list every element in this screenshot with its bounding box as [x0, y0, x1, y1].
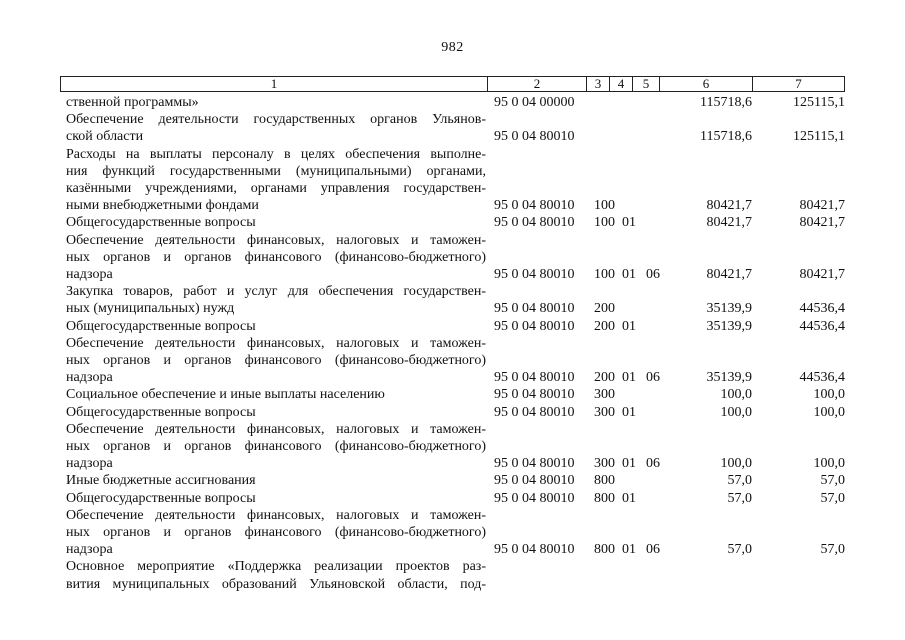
row-amount-col7: 100,0	[813, 404, 845, 420]
row-section: 01	[622, 215, 636, 231]
row-amount-col7: 80421,7	[799, 215, 845, 231]
row-amount-col6: 57,0	[727, 473, 752, 489]
row-target-code: 95 0 04 80010	[494, 129, 575, 145]
row-description-line: Закупка товаров, работ и услуг для обеспечения государствен-	[66, 284, 486, 300]
row-amount-col6: 80421,7	[706, 198, 752, 214]
row-amount-col7: 57,0	[820, 490, 845, 506]
header-col-2: 2	[487, 76, 587, 92]
row-amount-col7: 57,0	[820, 473, 845, 489]
row-amount-col6: 100,0	[720, 404, 752, 420]
row-target-code: 95 0 04 80010	[494, 215, 575, 231]
row-expense-type: 300	[594, 387, 615, 403]
row-description-line: ных органов и органов финансового (финансово-бюджетного)	[66, 249, 486, 265]
row-description-line: Общегосударственные вопросы	[66, 215, 256, 231]
row-target-code: 95 0 04 80010	[494, 490, 575, 506]
row-description-line: Обеспечение деятельности финансовых, налоговых и таможен-	[66, 232, 486, 248]
row-expense-type: 200	[594, 370, 615, 386]
row-amount-col7: 125115,1	[793, 129, 845, 145]
row-amount-col7: 80421,7	[799, 267, 845, 282]
row-description-line: вития муниципальных образований Ульяновской области, под-	[66, 576, 486, 592]
row-section: 01	[622, 490, 636, 506]
header-col-7: 7	[752, 76, 845, 92]
row-amount-col7: 44536,4	[799, 370, 845, 386]
row-subsection: 06	[646, 370, 660, 386]
row-amount-col7: 100,0	[813, 456, 845, 472]
row-amount-col7: 80421,7	[799, 198, 845, 214]
row-expense-type: 100	[594, 267, 615, 282]
row-description-line: Общегосударственные вопросы	[66, 404, 256, 420]
row-amount-col6: 80421,7	[706, 267, 752, 282]
page-number: 982	[441, 40, 464, 55]
row-target-code: 95 0 04 80010	[494, 318, 575, 334]
row-target-code: 95 0 04 80010	[494, 456, 575, 472]
row-description-line: Общегосударственные вопросы	[66, 318, 256, 334]
row-description-line: Обеспечение деятельности государственных органов Ульянов-	[66, 112, 486, 128]
row-description-line: ской области	[66, 129, 144, 145]
row-description-line: казёнными учреждениями, органами управления государствен-	[66, 181, 486, 196]
row-expense-type: 100	[594, 215, 615, 231]
row-description-line: Общегосударственные вопросы	[66, 490, 256, 506]
row-expense-type: 800	[594, 473, 615, 489]
row-expense-type: 800	[594, 542, 615, 558]
row-amount-col6: 115718,6	[700, 129, 752, 145]
header-col-1: 1	[60, 76, 488, 92]
row-expense-type: 100	[594, 198, 615, 214]
row-section: 01	[622, 456, 636, 472]
row-section: 01	[622, 318, 636, 334]
row-target-code: 95 0 04 80010	[494, 542, 575, 558]
row-target-code: 95 0 04 80010	[494, 404, 575, 420]
row-amount-col6: 57,0	[727, 542, 752, 558]
row-target-code: 95 0 04 80010	[494, 267, 575, 282]
row-subsection: 06	[646, 542, 660, 558]
row-description-line: Обеспечение деятельности финансовых, налоговых и таможен-	[66, 421, 486, 437]
header-col-6: 6	[659, 76, 753, 92]
row-amount-col6: 100,0	[720, 456, 752, 472]
row-subsection: 06	[646, 267, 660, 282]
row-section: 01	[622, 370, 636, 386]
row-amount-col6: 57,0	[727, 490, 752, 506]
row-section: 01	[622, 542, 636, 558]
row-description-line: ных органов и органов финансового (финансово-бюджетного)	[66, 353, 486, 368]
row-amount-col6: 35139,9	[706, 318, 752, 334]
row-amount-col7: 100,0	[813, 387, 845, 403]
row-expense-type: 200	[594, 301, 615, 317]
row-target-code: 95 0 04 80010	[494, 198, 575, 214]
row-description-line: ных (муниципальных) нужд	[66, 301, 235, 317]
row-description-line: Обеспечение деятельности финансовых, налоговых и таможен-	[66, 335, 486, 351]
row-description-line: надзора	[66, 542, 113, 558]
row-description-line: надзора	[66, 370, 113, 386]
row-description-line: ния функций государственными (муниципальными) органами,	[66, 163, 486, 179]
row-target-code: 95 0 04 00000	[494, 95, 575, 110]
row-amount-col7: 57,0	[820, 542, 845, 558]
row-amount-col6: 35139,9	[706, 301, 752, 317]
row-section: 01	[622, 267, 636, 282]
row-description-line: ными внебюджетными фондами	[66, 198, 259, 214]
row-subsection: 06	[646, 456, 660, 472]
row-expense-type: 200	[594, 318, 615, 334]
row-description-line: ственной программы»	[66, 95, 199, 110]
row-expense-type: 800	[594, 490, 615, 506]
row-description-line: Расходы на выплаты персоналу в целях обеспечения выполне-	[66, 146, 486, 162]
row-target-code: 95 0 04 80010	[494, 370, 575, 386]
row-description-line: Основное мероприятие «Поддержка реализации проектов раз-	[66, 559, 486, 575]
row-amount-col6: 35139,9	[706, 370, 752, 386]
row-amount-col6: 80421,7	[706, 215, 752, 231]
row-description-line: ных органов и органов финансового (финансово-бюджетного)	[66, 439, 486, 454]
header-col-5: 5	[632, 76, 660, 92]
row-target-code: 95 0 04 80010	[494, 301, 575, 317]
header-col-4: 4	[609, 76, 633, 92]
row-amount-col7: 125115,1	[793, 95, 845, 110]
row-description-line: надзора	[66, 456, 113, 472]
row-amount-col6: 100,0	[720, 387, 752, 403]
row-target-code: 95 0 04 80010	[494, 387, 575, 403]
header-col-3: 3	[586, 76, 610, 92]
row-description-line: ных органов и органов финансового (финансово-бюджетного)	[66, 525, 486, 540]
row-amount-col7: 44536,4	[799, 301, 845, 317]
row-description-line: надзора	[66, 267, 113, 282]
row-section: 01	[622, 404, 636, 420]
row-amount-col7: 44536,4	[799, 318, 845, 334]
row-expense-type: 300	[594, 456, 615, 472]
row-description-line: Обеспечение деятельности финансовых, налоговых и таможен-	[66, 507, 486, 523]
row-expense-type: 300	[594, 404, 615, 420]
row-description-line: Иные бюджетные ассигнования	[66, 473, 256, 489]
row-description-line: Социальное обеспечение и иные выплаты населению	[66, 387, 385, 403]
row-target-code: 95 0 04 80010	[494, 473, 575, 489]
row-amount-col6: 115718,6	[700, 95, 752, 110]
